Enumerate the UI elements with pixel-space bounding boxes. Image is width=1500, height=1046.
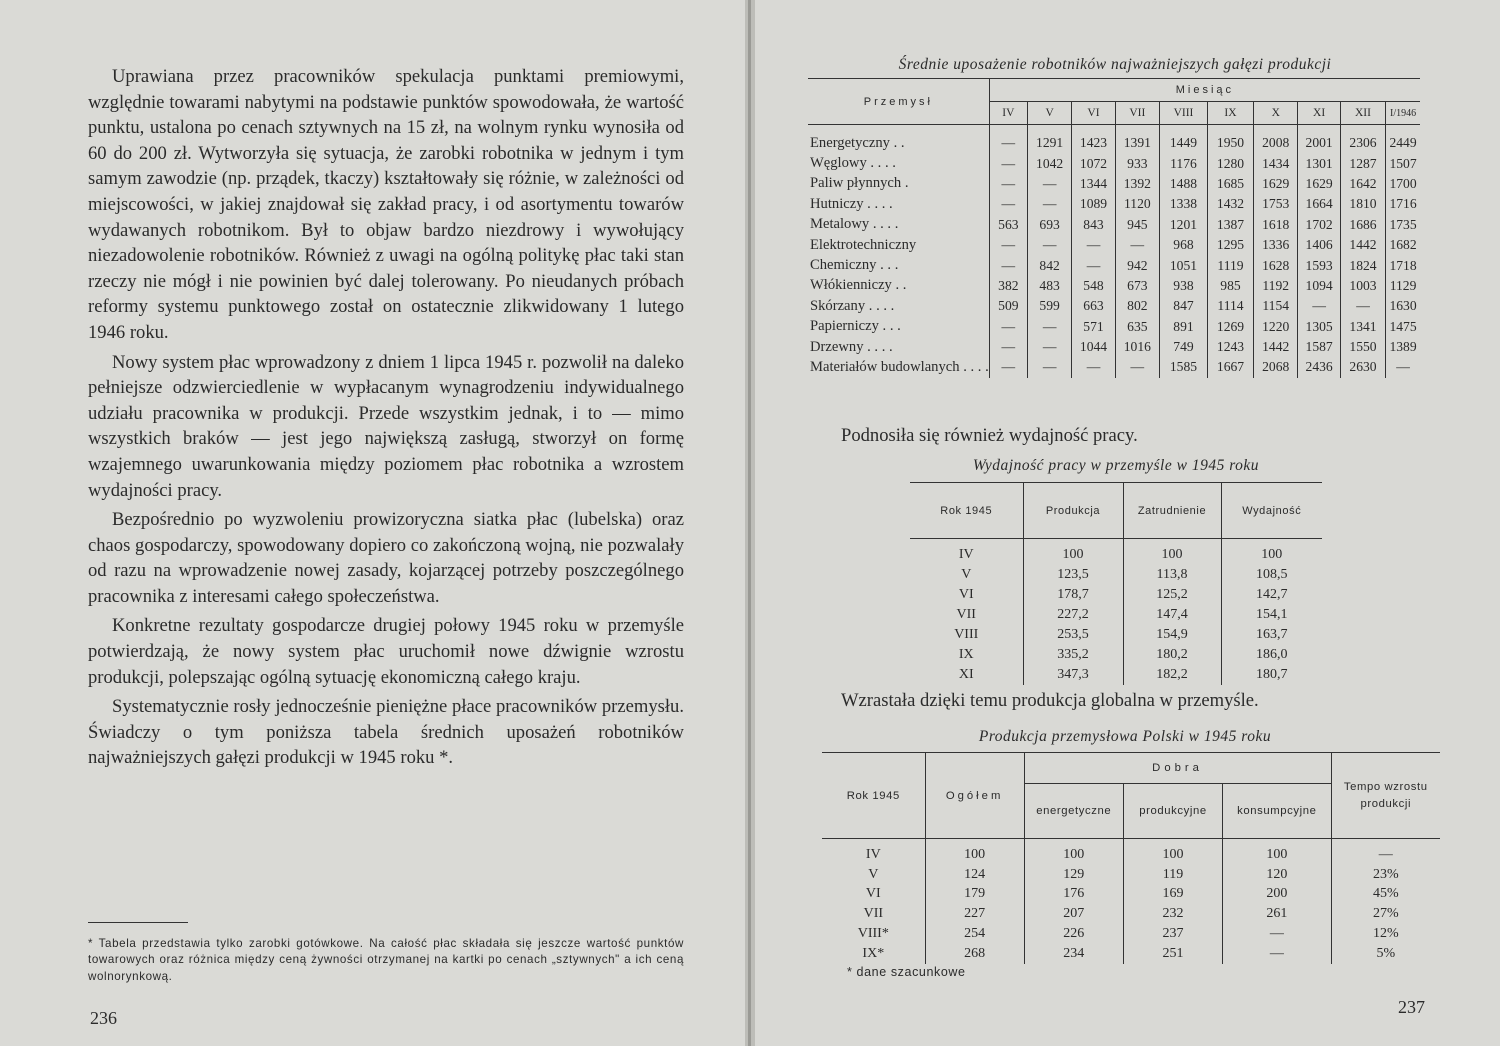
wage-cell: — <box>989 153 1027 173</box>
wage-cell: — <box>1386 357 1420 377</box>
wage-cell: 1434 <box>1254 153 1298 173</box>
wage-cell: — <box>1027 337 1071 357</box>
value-cell: 268 <box>925 944 1024 964</box>
wage-cell: 563 <box>989 215 1027 235</box>
wage-cell: 673 <box>1115 276 1159 296</box>
text-productivity: Podnosiła się również wydajność pracy. <box>841 425 1138 446</box>
left-body-text <box>88 64 684 775</box>
month-header: VI <box>1072 102 1115 125</box>
wage-cell: 1389 <box>1386 337 1420 357</box>
month-cell: VI <box>958 587 974 602</box>
month-cell: VI <box>865 886 881 902</box>
wage-cell: — <box>989 255 1027 275</box>
table-row <box>910 605 1322 625</box>
month-cell: IX* <box>862 945 885 961</box>
wage-cell: — <box>989 357 1027 377</box>
wage-cell: 1824 <box>1340 255 1385 275</box>
value-cell: 226 <box>1024 924 1123 944</box>
paragraph: Konkretne rezultaty gospodarcze drugiej połowy 1945 roku w przemyśle potwierdzają, że nowy system płac uruchomił nowe dźwignie wzrostu produkcji, polepszając ogólną sytuację ekonomiczną całego kraju. <box>88 615 684 688</box>
wage-cell: 985 <box>1207 276 1253 296</box>
industry-name: Drzewny . . . . <box>810 338 893 355</box>
industry-name: Skórzany . . . . <box>810 297 895 314</box>
month-header: XII <box>1340 102 1385 125</box>
wage-cell: 1120 <box>1115 194 1159 214</box>
industry-name: Włókienniczy . . <box>810 277 907 294</box>
productivity-table-body <box>910 539 1322 686</box>
wage-cell: 1664 <box>1298 194 1341 214</box>
wage-cell: 1305 <box>1298 317 1341 337</box>
wage-cell: — <box>989 125 1027 154</box>
industrial-production-table <box>822 752 1440 964</box>
value-cell: 120 <box>1223 865 1331 885</box>
table-row <box>808 194 1420 214</box>
wage-cell: — <box>1072 357 1115 377</box>
wage-cell: 1406 <box>1298 235 1341 255</box>
paragraph: Uprawiana przez pracowników spekulacja punktami premiowymi, względnie towarami nabytymi na podstawie punktów spowodowała, że wartość punktu, ustalona po cenach sztywnych na 15 zł, na wolnym rynku wynosiła od 60 do 200 zł. Wytworzyła się sytuacja, że zarobki robotnika w jednym i tym samym zawodzie (np. prządek, tkaczy) kształtowały się różnie, w zależności od miejscowości, w jakiej znajdował się zakład pracy, i od asortymentu towarów wydawanych robotnikom. Był to objaw bardzo niezdrowy i wywołujący niezadowolenie robotników. Również z uwagi na ogólną politykę płac taki stan rzeczy nie mógł i nie powinien być dalej tolerowany. Po nieudanych próbach reformy systemu punktowego został on ostatecznie zlikwidowany 1 lutego 1946 roku. <box>88 66 684 343</box>
month-cell: V <box>961 567 972 582</box>
month-header: IV <box>989 102 1027 125</box>
value-cell: 100 <box>925 839 1024 865</box>
paragraph: Systematycznie rosły jednocześnie pieniężne płace pracowników przemysłu. Świadczy o tym poniższa tabela średnich uposażeń robotników najważniejszych gałęzi produkcji w 1945 roku *. <box>88 696 684 769</box>
wage-cell: — <box>1115 357 1159 377</box>
wage-cell: 1051 <box>1160 255 1208 275</box>
month-cell: IX <box>958 647 974 662</box>
estimate-footnote: * dane szacunkowe <box>847 965 966 979</box>
wage-cell: 1488 <box>1160 174 1208 194</box>
wage-cell: 509 <box>989 296 1027 316</box>
wage-cell: 1154 <box>1254 296 1298 316</box>
page-number-left: 236 <box>90 1008 117 1028</box>
wage-cell: — <box>1115 235 1159 255</box>
wage-cell: 1442 <box>1340 235 1385 255</box>
header-production: Produkcja <box>1023 483 1123 539</box>
month-cell: VII <box>863 906 884 922</box>
wage-cell: 599 <box>1027 296 1071 316</box>
value-cell: 207 <box>1024 904 1123 924</box>
table-row <box>822 904 1440 924</box>
value-cell: 23% <box>1331 865 1440 885</box>
header-employment: Zatrudnienie <box>1123 483 1221 539</box>
value-cell: — <box>1223 924 1331 944</box>
wage-cell: 842 <box>1027 255 1071 275</box>
table3-caption: Produkcja przemysłowa Polski w 1945 roku <box>978 728 1272 745</box>
wage-cell: 1387 <box>1207 215 1253 235</box>
wage-cell: 1587 <box>1298 337 1341 357</box>
wage-cell: 1119 <box>1207 255 1253 275</box>
header-total: Ogółem <box>925 753 1024 839</box>
industry-name: Węglowy . . . . <box>810 155 896 172</box>
wage-cell: 1287 <box>1340 153 1385 173</box>
month-cell: V <box>868 866 879 882</box>
industry-name: Metalowy . . . . <box>810 216 899 233</box>
value-cell: 261 <box>1223 904 1331 924</box>
wage-cell: 1629 <box>1254 174 1298 194</box>
industry-name: Energetyczny . . <box>810 134 905 151</box>
header-energy: energetyczne <box>1024 784 1123 839</box>
table-row <box>822 839 1440 865</box>
wage-cell: 1269 <box>1207 317 1253 337</box>
wage-cell: 2630 <box>1340 357 1385 377</box>
month-cell: IV <box>958 547 974 562</box>
table-row <box>808 276 1420 296</box>
month-cell: VII <box>956 607 976 622</box>
wage-cell: 1220 <box>1254 317 1298 337</box>
wage-cell: 1301 <box>1298 153 1341 173</box>
footnote-rule <box>88 922 188 923</box>
wage-cell: 945 <box>1115 215 1159 235</box>
wage-cell: 1003 <box>1340 276 1385 296</box>
wages-table-body <box>808 125 1420 378</box>
table-row <box>910 539 1322 566</box>
value-cell: 124 <box>925 865 1024 885</box>
wage-cell: — <box>1027 235 1071 255</box>
month-header: V <box>1027 102 1071 125</box>
wage-cell: 1642 <box>1340 174 1385 194</box>
value-cell: 180,2 <box>1123 645 1221 665</box>
header-month: Miesiąc <box>989 79 1420 102</box>
wage-cell: 2068 <box>1254 357 1298 377</box>
paragraph: Nowy system płac wprowadzony z dniem 1 lipca 1945 r. pozwolił na daleko pełniejsze odzwierciedlenie w wypłacanym wynagrodzeniu indywidualnego udziału pracownika w produkcji. Przede wszystkim jednak, i to — mimo wszystkich braków — jest jego największą zasługą, stworzył on formę wzajemnego uwarunkowania między poziomem płac robotnika a wzrostem wydajności pracy. <box>88 351 684 501</box>
table-row <box>808 296 1420 316</box>
month-cell: VIII* <box>857 926 889 942</box>
value-cell: 251 <box>1123 944 1222 964</box>
value-cell: 163,7 <box>1221 625 1322 645</box>
wage-cell: 1685 <box>1207 174 1253 194</box>
table2-caption: Wydajność pracy w przemyśle w 1945 roku <box>972 457 1260 474</box>
value-cell: 178,7 <box>1023 585 1123 605</box>
industry-name: Papierniczy . . . <box>810 318 901 335</box>
value-cell: 100 <box>1223 839 1331 865</box>
wage-cell: 1176 <box>1160 153 1208 173</box>
table-row <box>808 235 1420 255</box>
wage-cell: 938 <box>1160 276 1208 296</box>
value-cell: 232 <box>1123 904 1222 924</box>
table-row <box>910 645 1322 665</box>
month-header: VIII <box>1160 102 1208 125</box>
wage-cell: 1618 <box>1254 215 1298 235</box>
industry-name: Materiałów budowlanych . . . . <box>810 358 989 375</box>
wage-cell: 1735 <box>1386 215 1420 235</box>
value-cell: 129 <box>1024 865 1123 885</box>
header-growth-rate: Tempo wzrostu produkcji <box>1331 753 1440 839</box>
wage-cell: 847 <box>1160 296 1208 316</box>
value-cell: — <box>1331 839 1440 865</box>
footnote: * Tabela przedstawia tylko zarobki gotówkowe. Na całość płac składała się jeszcze wartość punktów towarowych oraz różnica między ceną żywności otrzymanej na kartki po cenach „sztywnych" a ich ceną wolnorynkową. <box>88 937 684 983</box>
wage-cell: 942 <box>1115 255 1159 275</box>
value-cell: 100 <box>1123 839 1222 865</box>
industry-name: Chemiczny . . . <box>810 257 899 274</box>
value-cell: 237 <box>1123 924 1222 944</box>
wage-cell: 1295 <box>1207 235 1253 255</box>
wage-cell: 1629 <box>1298 174 1341 194</box>
page-number-right: 237 <box>1398 997 1425 1017</box>
wage-cell: 1950 <box>1207 125 1253 154</box>
table-row <box>822 924 1440 944</box>
value-cell: 100 <box>1024 839 1123 865</box>
wage-cell: 1718 <box>1386 255 1420 275</box>
wage-cell: — <box>989 317 1027 337</box>
wage-cell: 1507 <box>1386 153 1420 173</box>
wage-cell: — <box>1027 174 1071 194</box>
value-cell: 227,2 <box>1023 605 1123 625</box>
wage-cell: 1341 <box>1340 317 1385 337</box>
wage-cell: 1442 <box>1254 337 1298 357</box>
wage-cell: 1201 <box>1160 215 1208 235</box>
value-cell: 254 <box>925 924 1024 944</box>
value-cell: — <box>1223 944 1331 964</box>
value-cell: 186,0 <box>1221 645 1322 665</box>
value-cell: 27% <box>1331 904 1440 924</box>
wage-cell: 2001 <box>1298 125 1341 154</box>
wage-cell: 1016 <box>1115 337 1159 357</box>
month-header: VII <box>1115 102 1159 125</box>
wage-cell: 1344 <box>1072 174 1115 194</box>
month-cell: VIII <box>954 627 979 642</box>
wage-cell: 1291 <box>1027 125 1071 154</box>
wage-cell: 382 <box>989 276 1027 296</box>
wage-cell: — <box>1072 255 1115 275</box>
value-cell: 179 <box>925 885 1024 905</box>
wage-cell: 2436 <box>1298 357 1341 377</box>
month-header: X <box>1254 102 1298 125</box>
header-goods: Dobra <box>1024 753 1331 784</box>
value-cell: 147,4 <box>1123 605 1221 625</box>
wage-cell: — <box>1340 296 1385 316</box>
month-header: XI <box>1298 102 1341 125</box>
text-global-production: Wzrastała dzięki temu produkcja globalna w przemyśle. <box>841 690 1259 711</box>
wage-cell: 483 <box>1027 276 1071 296</box>
wage-cell: 1686 <box>1340 215 1385 235</box>
book-gutter <box>745 0 755 1046</box>
table-row <box>808 317 1420 337</box>
table-row <box>808 153 1420 173</box>
value-cell: 154,1 <box>1221 605 1322 625</box>
wage-cell: 1042 <box>1027 153 1071 173</box>
wage-cell: 933 <box>1115 153 1159 173</box>
wage-cell: 1129 <box>1386 276 1420 296</box>
wage-cell: 843 <box>1072 215 1115 235</box>
wage-cell: — <box>989 174 1027 194</box>
value-cell: 176 <box>1024 885 1123 905</box>
wage-cell: 1391 <box>1115 125 1159 154</box>
wage-cell: — <box>989 194 1027 214</box>
wage-cell: 1089 <box>1072 194 1115 214</box>
wage-cell: 1114 <box>1207 296 1253 316</box>
wage-cell: 635 <box>1115 317 1159 337</box>
wage-cell: 1475 <box>1386 317 1420 337</box>
wage-cell: 1072 <box>1072 153 1115 173</box>
wage-cell: 1044 <box>1072 337 1115 357</box>
value-cell: 142,7 <box>1221 585 1322 605</box>
wage-cell: 1243 <box>1207 337 1253 357</box>
table1-caption: Średnie uposażenie robotników najważniejszych gałęzi produkcji <box>898 56 1332 73</box>
left-page <box>0 0 745 1046</box>
wage-cell: — <box>1072 235 1115 255</box>
wage-cell: 1630 <box>1386 296 1420 316</box>
month-header: IX <box>1207 102 1253 125</box>
wage-cell: 802 <box>1115 296 1159 316</box>
wage-cell: 1449 <box>1160 125 1208 154</box>
value-cell: 100 <box>1221 539 1322 566</box>
wage-cell: — <box>1027 194 1071 214</box>
wage-cell: — <box>1027 317 1071 337</box>
table-row <box>808 255 1420 275</box>
value-cell: 125,2 <box>1123 585 1221 605</box>
value-cell: 100 <box>1123 539 1221 566</box>
wage-cell: 1700 <box>1386 174 1420 194</box>
value-cell: 200 <box>1223 885 1331 905</box>
value-cell: 253,5 <box>1023 625 1123 645</box>
month-cell: IV <box>865 846 881 862</box>
table-row <box>910 585 1322 605</box>
wage-cell: 1192 <box>1254 276 1298 296</box>
wage-cell: 1423 <box>1072 125 1115 154</box>
value-cell: 5% <box>1331 944 1440 964</box>
wage-cell: — <box>989 235 1027 255</box>
wage-cell: 749 <box>1160 337 1208 357</box>
wage-cell: 1336 <box>1254 235 1298 255</box>
wage-cell: 1716 <box>1386 194 1420 214</box>
header-year: Rok 1945 <box>910 483 1023 539</box>
wage-cell: — <box>1027 357 1071 377</box>
wage-cell: — <box>1298 296 1341 316</box>
wage-cell: 1667 <box>1207 357 1253 377</box>
wage-cell: 571 <box>1072 317 1115 337</box>
wage-cell: 1392 <box>1115 174 1159 194</box>
wages-table <box>808 78 1420 378</box>
value-cell: 108,5 <box>1221 565 1322 585</box>
value-cell: 335,2 <box>1023 645 1123 665</box>
wage-cell: 1628 <box>1254 255 1298 275</box>
wage-cell: 891 <box>1160 317 1208 337</box>
wage-cell: 693 <box>1027 215 1071 235</box>
wage-cell: 1593 <box>1298 255 1341 275</box>
table-row <box>910 665 1322 685</box>
wage-cell: 1585 <box>1160 357 1208 377</box>
value-cell: 154,9 <box>1123 625 1221 645</box>
table-row <box>822 865 1440 885</box>
industry-name: Elektrotechniczny <box>810 236 917 253</box>
header-year: Rok 1945 <box>822 753 925 839</box>
value-cell: 123,5 <box>1023 565 1123 585</box>
industrial-production-table-body <box>822 839 1440 964</box>
wage-cell: 1702 <box>1298 215 1341 235</box>
table-row <box>808 174 1420 194</box>
value-cell: 45% <box>1331 885 1440 905</box>
table-row <box>808 125 1420 154</box>
table-row <box>822 885 1440 905</box>
wage-cell: 1280 <box>1207 153 1253 173</box>
wage-cell: 2008 <box>1254 125 1298 154</box>
table-row <box>808 337 1420 357</box>
wage-cell: 548 <box>1072 276 1115 296</box>
right-page <box>755 0 1500 1046</box>
month-header: I/1946 <box>1386 102 1420 125</box>
industry-name: Paliw płynnych . <box>810 175 909 192</box>
value-cell: 12% <box>1331 924 1440 944</box>
table-row <box>808 357 1420 377</box>
wage-cell: 1682 <box>1386 235 1420 255</box>
value-cell: 113,8 <box>1123 565 1221 585</box>
industry-name: Hutniczy . . . . <box>810 195 893 212</box>
table-row <box>808 215 1420 235</box>
table-row <box>910 565 1322 585</box>
value-cell: 234 <box>1024 944 1123 964</box>
wage-cell: 1753 <box>1254 194 1298 214</box>
table-row <box>910 625 1322 645</box>
wage-cell: 1810 <box>1340 194 1385 214</box>
value-cell: 182,2 <box>1123 665 1221 685</box>
wage-cell: — <box>989 337 1027 357</box>
wage-cell: 663 <box>1072 296 1115 316</box>
table-row <box>822 944 1440 964</box>
header-producer: produkcyjne <box>1123 784 1222 839</box>
wage-cell: 1094 <box>1298 276 1341 296</box>
wage-cell: 1550 <box>1340 337 1385 357</box>
value-cell: 100 <box>1023 539 1123 566</box>
header-industry: Przemysł <box>808 79 989 125</box>
value-cell: 180,7 <box>1221 665 1322 685</box>
header-consumer: konsumpcyjne <box>1223 784 1331 839</box>
wage-cell: 1338 <box>1160 194 1208 214</box>
header-productivity: Wydajność <box>1221 483 1322 539</box>
value-cell: 119 <box>1123 865 1222 885</box>
wage-cell: 2306 <box>1340 125 1385 154</box>
month-cell: XI <box>958 667 974 682</box>
wage-cell: 2449 <box>1386 125 1420 154</box>
value-cell: 347,3 <box>1023 665 1123 685</box>
value-cell: 227 <box>925 904 1024 924</box>
wage-cell: 1432 <box>1207 194 1253 214</box>
wage-cell: 968 <box>1160 235 1208 255</box>
productivity-table <box>910 482 1322 685</box>
value-cell: 169 <box>1123 885 1222 905</box>
paragraph: Bezpośrednio po wyzwoleniu prowizoryczna siatka płac (lubelska) oraz chaos gospodarczy, spowodowany dopiero co zakończoną wojną, nie pozwalały od razu na wprowadzenie nowej zasady, kojarzącej potrzeby poszczególnego pracownika z interesami całego społeczeństwa. <box>88 509 684 607</box>
